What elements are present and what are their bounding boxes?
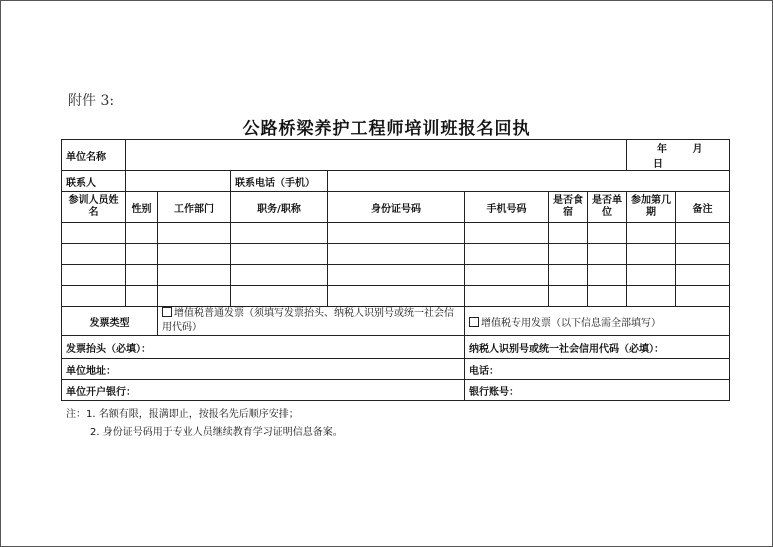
table-cell[interactable] xyxy=(676,265,730,286)
unit-name-row xyxy=(62,140,730,171)
table-cell[interactable] xyxy=(158,265,231,286)
unit-name-field[interactable] xyxy=(126,140,627,171)
table-cell[interactable] xyxy=(465,286,549,307)
table-cell[interactable] xyxy=(549,265,588,286)
note-1: 注：1. 名额有限，报满即止，按报名先后顺序安排； xyxy=(66,409,299,420)
notes-section xyxy=(66,406,343,442)
table-cell[interactable] xyxy=(627,223,676,244)
table-cell[interactable] xyxy=(126,244,158,265)
table-row xyxy=(62,265,730,286)
header-id-number: 身份证号码 xyxy=(328,192,465,223)
invoice-option-normal[interactable] xyxy=(158,307,465,336)
address-row xyxy=(62,359,730,380)
table-cell[interactable] xyxy=(676,244,730,265)
table-cell[interactable] xyxy=(627,286,676,307)
year-label: 年 xyxy=(657,144,668,155)
table-cell[interactable] xyxy=(465,244,549,265)
table-cell[interactable] xyxy=(62,286,126,307)
table-cell[interactable] xyxy=(62,244,126,265)
table-cell[interactable] xyxy=(588,244,627,265)
table-cell[interactable] xyxy=(549,244,588,265)
table-cell[interactable] xyxy=(158,244,231,265)
unit-name-label: 单位名称 xyxy=(62,140,126,171)
header-remarks: 备注 xyxy=(676,192,730,223)
day-label: 日 xyxy=(653,159,664,170)
table-cell[interactable] xyxy=(549,286,588,307)
header-gender: 性别 xyxy=(126,192,158,223)
registration-form-table xyxy=(61,139,730,401)
bank-row xyxy=(62,380,730,401)
tax-id-field[interactable]: 纳税人识别号或统一社会信用代码（必填）： xyxy=(465,336,730,359)
tel-field[interactable]: 电话： xyxy=(465,359,730,380)
table-cell[interactable] xyxy=(588,286,627,307)
table-cell[interactable] xyxy=(588,223,627,244)
checkbox-special-invoice[interactable] xyxy=(469,317,479,327)
header-mobile: 手机号码 xyxy=(465,192,549,223)
table-cell[interactable] xyxy=(231,223,328,244)
table-cell[interactable] xyxy=(549,223,588,244)
contact-row xyxy=(62,171,730,192)
note-2: 2. 身份证号码用于专业人员继续教育学习证明信息备案。 xyxy=(90,427,343,438)
header-session: 参加第几期 xyxy=(627,192,676,223)
header-department: 工作部门 xyxy=(158,192,231,223)
table-row xyxy=(62,244,730,265)
table-cell[interactable] xyxy=(627,265,676,286)
contact-label: 联系人 xyxy=(62,171,126,192)
account-field[interactable]: 银行账号： xyxy=(465,380,730,401)
table-row xyxy=(62,223,730,244)
table-cell[interactable] xyxy=(231,286,328,307)
table-cell[interactable] xyxy=(231,244,328,265)
invoice-title-row xyxy=(62,336,730,359)
table-cell[interactable] xyxy=(465,265,549,286)
attachment-label: 附件 3: xyxy=(68,93,115,109)
invoice-title-field[interactable]: 发票抬头（必填）： xyxy=(62,336,465,359)
invoice-option-special[interactable] xyxy=(465,307,730,336)
checkbox-normal-invoice[interactable] xyxy=(162,307,172,317)
table-cell[interactable] xyxy=(126,223,158,244)
page-title: 公路桥梁养护工程师培训班报名回执 xyxy=(242,119,531,139)
table-cell[interactable] xyxy=(328,223,465,244)
contact-field[interactable] xyxy=(126,171,231,192)
invoice-type-label: 发票类型 xyxy=(62,307,158,336)
bank-field[interactable]: 单位开户银行： xyxy=(62,380,465,401)
header-lodging: 是否食宿 xyxy=(549,192,588,223)
table-cell[interactable] xyxy=(588,265,627,286)
header-position: 职务/职称 xyxy=(231,192,328,223)
header-row xyxy=(62,192,730,223)
table-cell[interactable] xyxy=(465,223,549,244)
invoice-type-row xyxy=(62,307,730,336)
month-label: 月 xyxy=(692,144,703,155)
phone-label: 联系电话（手机） xyxy=(231,171,328,192)
table-cell[interactable] xyxy=(126,286,158,307)
table-cell[interactable] xyxy=(328,244,465,265)
header-unit: 是否单位 xyxy=(588,192,627,223)
table-cell[interactable] xyxy=(126,265,158,286)
table-cell[interactable] xyxy=(627,244,676,265)
table-cell[interactable] xyxy=(62,265,126,286)
address-field[interactable]: 单位地址： xyxy=(62,359,465,380)
phone-field[interactable] xyxy=(328,171,730,192)
table-cell[interactable] xyxy=(676,223,730,244)
table-row xyxy=(62,286,730,307)
invoice-option-special-text: 增值税专用发票（以下信息需全部填写） xyxy=(481,317,661,329)
table-cell[interactable] xyxy=(676,286,730,307)
invoice-option-normal-text: 增值税普通发票（须填写发票抬头、纳税人识别号或统一社会信用代码） xyxy=(162,308,454,333)
table-cell[interactable] xyxy=(328,265,465,286)
table-cell[interactable] xyxy=(62,223,126,244)
date-field[interactable] xyxy=(627,140,730,171)
header-name: 参训人员姓名 xyxy=(62,192,126,223)
table-cell[interactable] xyxy=(158,286,231,307)
table-cell[interactable] xyxy=(231,265,328,286)
table-cell[interactable] xyxy=(328,286,465,307)
table-cell[interactable] xyxy=(158,223,231,244)
